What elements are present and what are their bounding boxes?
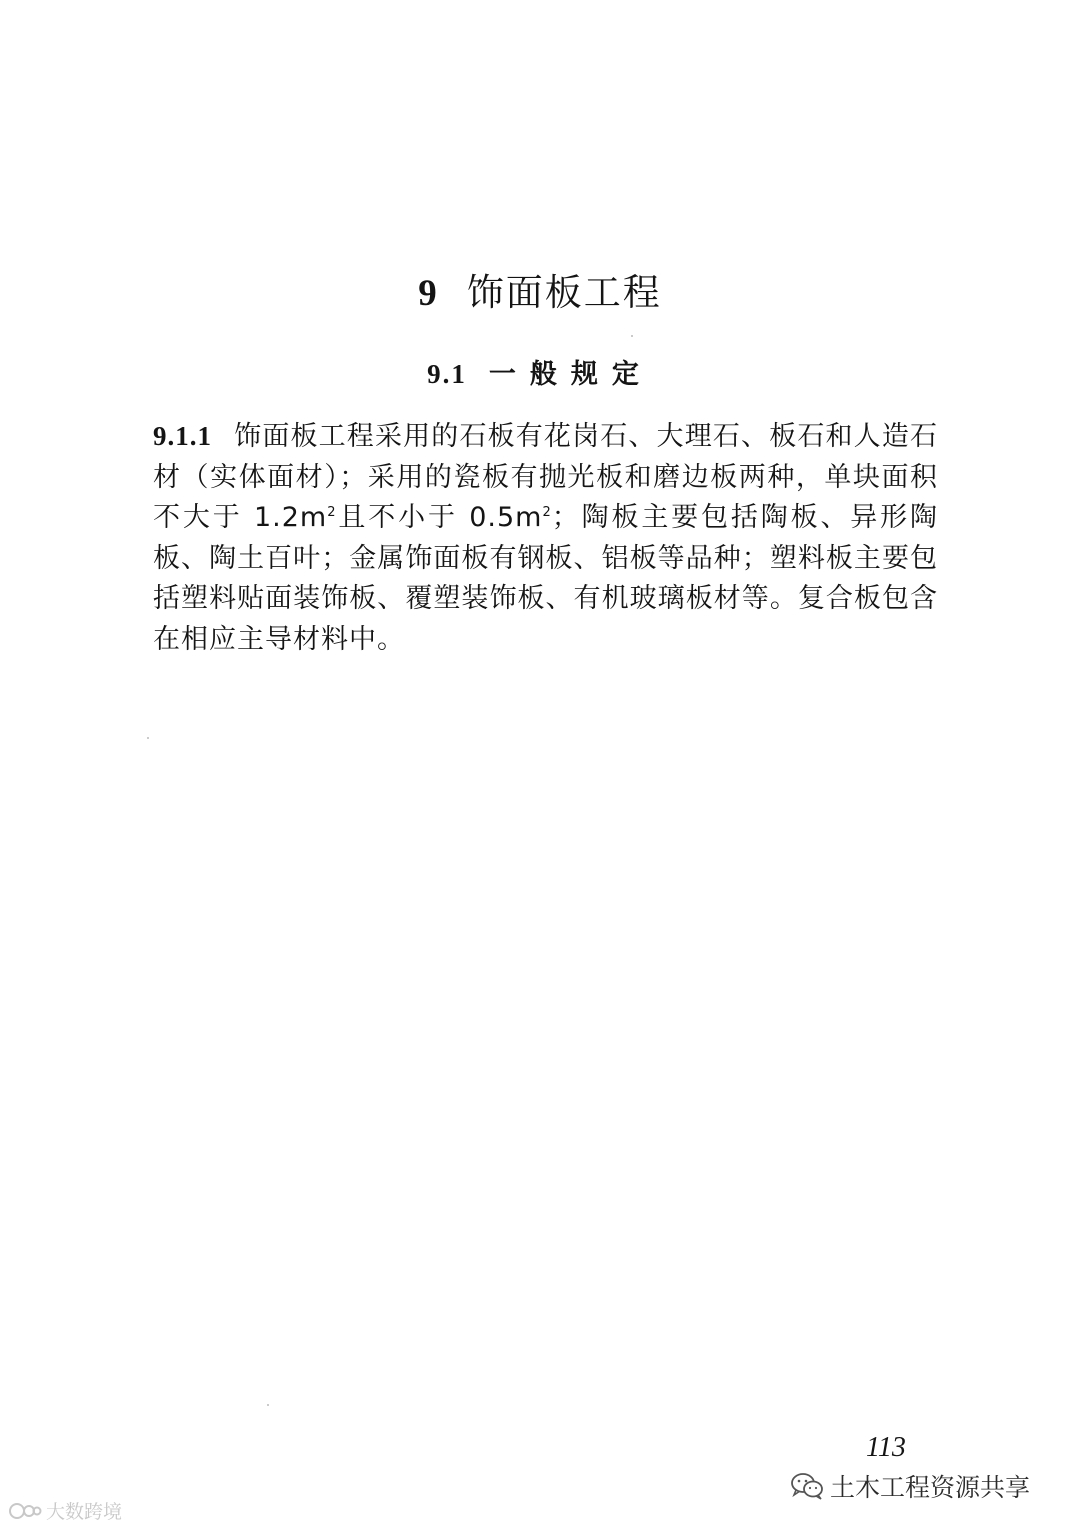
clause-text-part1: 饰面板工程采用的石板有花岗石、大理石、板石和人造石材（实体面材）；采用的瓷板有抛光板和磨边板两种，单块面积不大于 1.2m — [153, 421, 938, 533]
watermark-account-label: 土木工程资源共享 — [830, 1473, 1031, 1502]
chapter-heading — [0, 262, 1080, 316]
chapter-title: 饰面板工程 — [466, 271, 662, 314]
scan-speck — [631, 335, 633, 337]
clause-paragraph — [153, 416, 938, 660]
chapter-number: 9 — [418, 273, 439, 314]
superscript-2: 2 — [542, 505, 552, 520]
wechat-icon — [790, 1472, 824, 1500]
scan-speck — [267, 1404, 269, 1406]
superscript-1: 2 — [327, 505, 337, 520]
scan-speck — [147, 737, 149, 739]
brand-logo-icon — [8, 1500, 42, 1522]
section-number: 9.1 — [427, 359, 467, 389]
page-number: 113 — [866, 1432, 906, 1463]
watermark-brand — [8, 1497, 122, 1524]
clause-text-part2: 且不小于 0.5m — [336, 502, 543, 533]
watermark-account — [790, 1470, 1030, 1502]
section-heading — [0, 352, 1080, 391]
watermark-brand-label: 大数跨境 — [46, 1501, 123, 1523]
section-title: 一般规定 — [488, 359, 653, 390]
clause-number: 9.1.1 — [153, 421, 212, 451]
clause-text-part3: ；陶板主要包括陶板、异形陶板、陶土百叶；金属饰面板有钢板、铝板等品种；塑料板主要包括塑料贴面装饰板、覆塑装饰板、有机玻璃板材等。复合板包含在相应主导材料中。 — [153, 502, 939, 655]
